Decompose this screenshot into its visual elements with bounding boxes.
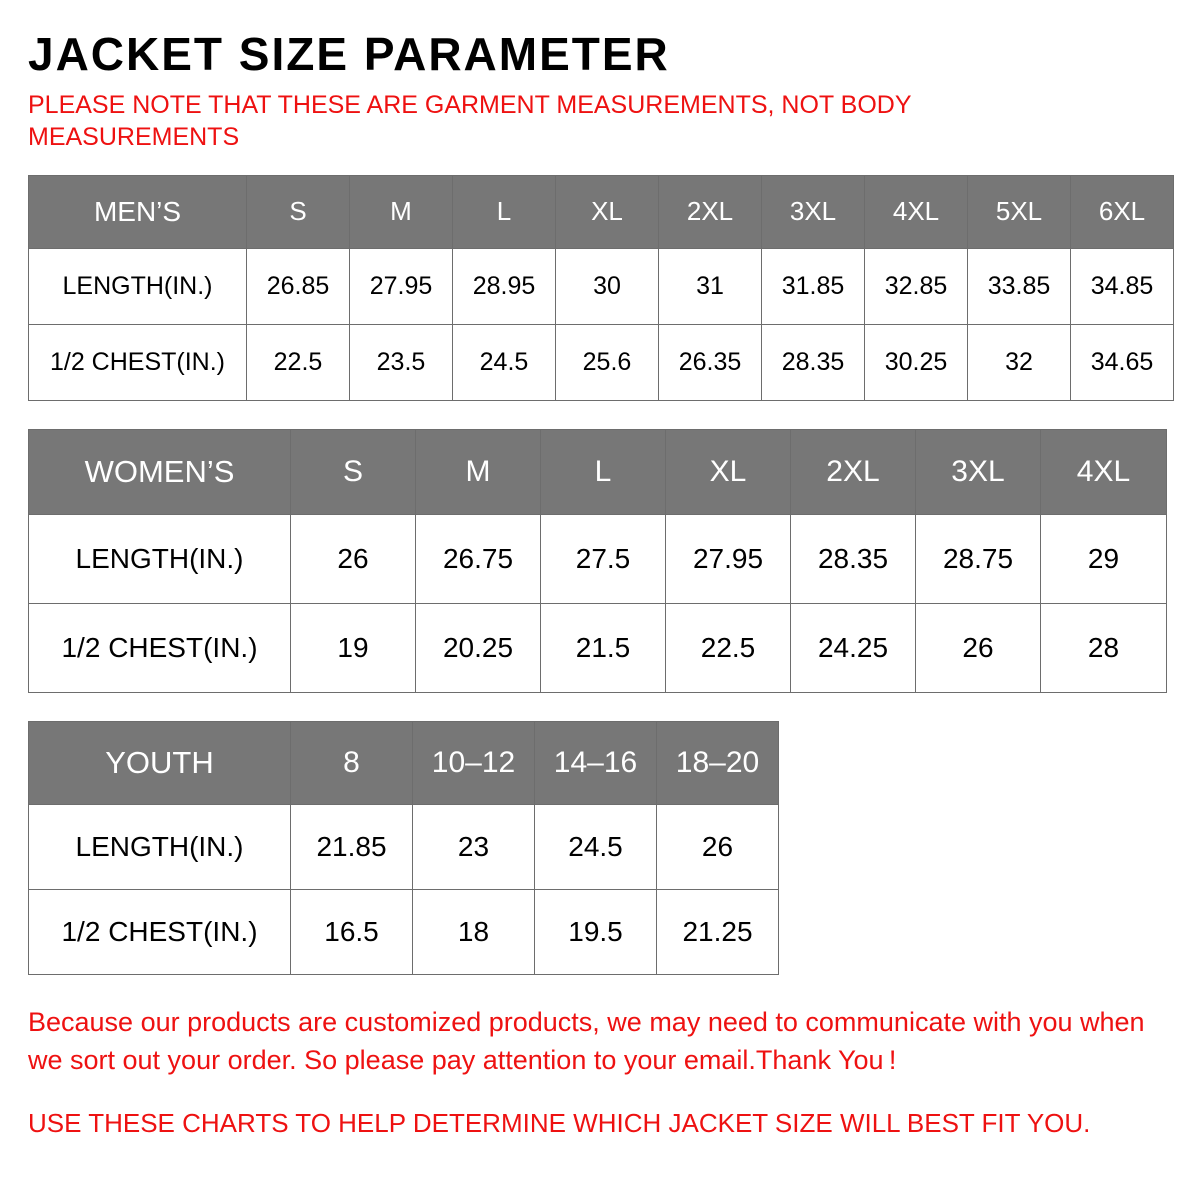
table-cell: 27.95 (350, 248, 453, 324)
youth-size-header: 8 (291, 721, 413, 804)
row-label: 1/2 CHEST(IN.) (29, 603, 291, 692)
table-cell: 20.25 (416, 603, 541, 692)
table-cell: 21.25 (657, 889, 779, 974)
table-cell: 33.85 (968, 248, 1071, 324)
table-row (29, 804, 779, 889)
youth-size-header: 18–20 (657, 721, 779, 804)
table-cell: 34.85 (1071, 248, 1174, 324)
table-header-row (29, 175, 1174, 248)
womens-size-header: 3XL (916, 429, 1041, 514)
mens-size-header: 3XL (762, 175, 865, 248)
table-cell: 24.5 (453, 324, 556, 400)
table-cell: 26.85 (247, 248, 350, 324)
table-cell: 27.95 (666, 514, 791, 603)
table-row (29, 603, 1167, 692)
table-cell: 24.25 (791, 603, 916, 692)
table-cell: 21.5 (541, 603, 666, 692)
womens-header-label: WOMEN’S (29, 429, 291, 514)
chart-usage-note: USE THESE CHARTS TO HELP DETERMINE WHICH JACKET SIZE WILL BEST FIT YOU. (28, 1108, 1091, 1139)
table-cell: 21.85 (291, 804, 413, 889)
table-cell: 29 (1041, 514, 1167, 603)
youth-size-table (28, 721, 779, 975)
table-row (29, 324, 1174, 400)
mens-size-header: 5XL (968, 175, 1071, 248)
table-cell: 19 (291, 603, 416, 692)
table-cell: 28.95 (453, 248, 556, 324)
womens-size-header: M (416, 429, 541, 514)
womens-size-header: L (541, 429, 666, 514)
youth-size-header: 10–12 (413, 721, 535, 804)
table-cell: 28.35 (791, 514, 916, 603)
table-cell: 18 (413, 889, 535, 974)
table-cell: 28.75 (916, 514, 1041, 603)
table-cell: 32 (968, 324, 1071, 400)
mens-size-header: 6XL (1071, 175, 1174, 248)
table-cell: 22.5 (247, 324, 350, 400)
table-cell: 26 (291, 514, 416, 603)
table-cell: 26.75 (416, 514, 541, 603)
table-cell: 16.5 (291, 889, 413, 974)
womens-size-header: S (291, 429, 416, 514)
mens-size-table (28, 175, 1174, 401)
measurement-note: PLEASE NOTE THAT THESE ARE GARMENT MEASUREMENTS, NOT BODY MEASUREMENTS (28, 91, 912, 151)
table-cell: 25.6 (556, 324, 659, 400)
page-title: JACKET SIZE PARAMETER (28, 28, 670, 80)
table-header-row (29, 429, 1167, 514)
table-cell: 23.5 (350, 324, 453, 400)
table-header-row (29, 721, 779, 804)
table-cell: 22.5 (666, 603, 791, 692)
row-label: LENGTH(IN.) (29, 248, 247, 324)
womens-size-header: 4XL (1041, 429, 1167, 514)
youth-size-header: 14–16 (535, 721, 657, 804)
table-cell: 34.65 (1071, 324, 1174, 400)
customization-note: Because our products are customized products, we may need to communicate with you when we sort out your order. So please pay attention to your email.Thank You ! (28, 1006, 1145, 1076)
table-cell: 19.5 (535, 889, 657, 974)
youth-header-label: YOUTH (29, 721, 291, 804)
table-cell: 32.85 (865, 248, 968, 324)
womens-size-header: 2XL (791, 429, 916, 514)
mens-size-header: L (453, 175, 556, 248)
mens-size-header: 4XL (865, 175, 968, 248)
mens-header-label: MEN’S (29, 175, 247, 248)
table-cell: 30 (556, 248, 659, 324)
table-cell: 23 (413, 804, 535, 889)
mens-size-header: S (247, 175, 350, 248)
mens-size-header: M (350, 175, 453, 248)
table-cell: 27.5 (541, 514, 666, 603)
table-cell: 26.35 (659, 324, 762, 400)
table-cell: 31 (659, 248, 762, 324)
row-label: LENGTH(IN.) (29, 804, 291, 889)
mens-size-header: XL (556, 175, 659, 248)
row-label: 1/2 CHEST(IN.) (29, 324, 247, 400)
row-label: LENGTH(IN.) (29, 514, 291, 603)
table-row (29, 248, 1174, 324)
table-row (29, 889, 779, 974)
womens-size-header: XL (666, 429, 791, 514)
table-row (29, 514, 1167, 603)
womens-size-table (28, 429, 1167, 693)
mens-size-header: 2XL (659, 175, 762, 248)
table-cell: 26 (657, 804, 779, 889)
table-cell: 28.35 (762, 324, 865, 400)
table-cell: 26 (916, 603, 1041, 692)
table-cell: 31.85 (762, 248, 865, 324)
row-label: 1/2 CHEST(IN.) (29, 889, 291, 974)
table-cell: 30.25 (865, 324, 968, 400)
table-cell: 28 (1041, 603, 1167, 692)
table-cell: 24.5 (535, 804, 657, 889)
